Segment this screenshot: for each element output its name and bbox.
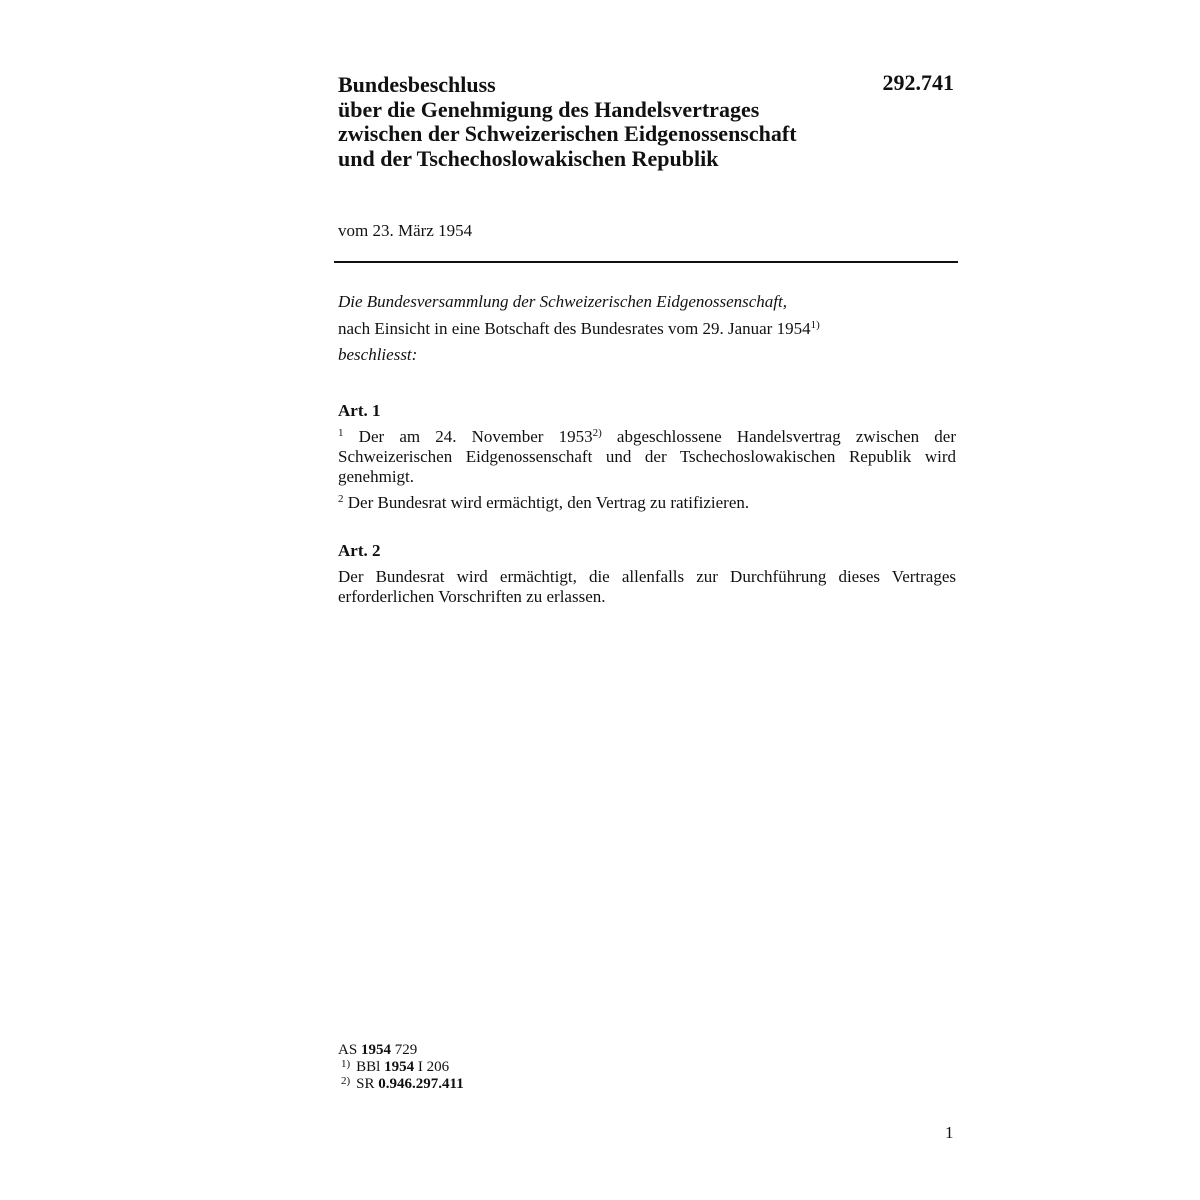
footnotes <box>338 1042 464 1093</box>
source-year: 1954 <box>360 1042 391 1058</box>
header-divider <box>334 261 958 263</box>
article-1-paragraph-1 <box>338 427 956 487</box>
footnote-mark: 2) <box>341 1075 351 1087</box>
footnote-prefix: BBl <box>356 1059 381 1075</box>
document-title <box>338 73 878 171</box>
title-line-3: zwischen der Schweizerischen Eidgenossenschaft <box>338 121 797 146</box>
page-number: 1 <box>945 1123 954 1142</box>
preamble-assembly: Die Bundesversammlung der Schweizerischen Eidgenossenschaft, <box>338 292 787 311</box>
footnote-2 <box>338 1076 464 1093</box>
title-line-4: und der Tschechoslowakischen Republik <box>338 145 719 171</box>
source-page: 729 <box>394 1042 418 1058</box>
footnote-mark: 1) <box>341 1058 351 1070</box>
paragraph-number: 1 <box>338 427 344 439</box>
article-1-paragraph-2 <box>338 493 956 513</box>
paragraph-text-start: Der am 24. November 1953 <box>358 427 593 446</box>
preamble-message <box>338 319 956 339</box>
title-line-2: über die Genehmigung des Handelsvertrages <box>338 96 760 122</box>
footnote-bold: 0.946.297.411 <box>378 1076 464 1092</box>
article-1-heading: Art. 1 <box>338 401 381 420</box>
article-2-paragraph: Der Bundesrat wird ermächtigt, die allenfalls zur Durchführung dieses Vertrages erforderlichen Vorschriften zu erlassen. <box>338 567 956 606</box>
title-line-1: Bundesbeschluss <box>338 72 496 97</box>
footnote-1 <box>338 1059 464 1076</box>
footnote-suffix: I 206 <box>417 1059 450 1075</box>
footnote-ref-2: 2) <box>592 427 602 439</box>
decree-date: vom 23. März 1954 <box>338 221 473 240</box>
paragraph-text-end: abgeschlossene Handelsvertrag zwischen der Schweizerischen Eidgenossenschaft und der Tschechoslowakischen Republik wird genehmigt. <box>338 427 956 486</box>
paragraph-number: 2 <box>338 493 344 505</box>
official-collection-reference <box>338 1042 464 1059</box>
article-2-heading: Art. 2 <box>338 541 381 560</box>
footnote-bold: 1954 <box>384 1059 415 1075</box>
footnote-ref-1: 1) <box>810 319 820 331</box>
preamble-message-text: nach Einsicht in eine Botschaft des Bundesrates vom 29. Januar 1954 <box>338 319 811 338</box>
paragraph-text: Der Bundesrat wird ermächtigt, den Vertrag zu ratifizieren. <box>347 493 750 512</box>
sr-number: 292.741 <box>882 70 954 95</box>
preamble-resolves: beschliesst: <box>338 345 418 364</box>
footnote-prefix: SR <box>356 1076 375 1092</box>
source-prefix: AS <box>338 1042 358 1058</box>
